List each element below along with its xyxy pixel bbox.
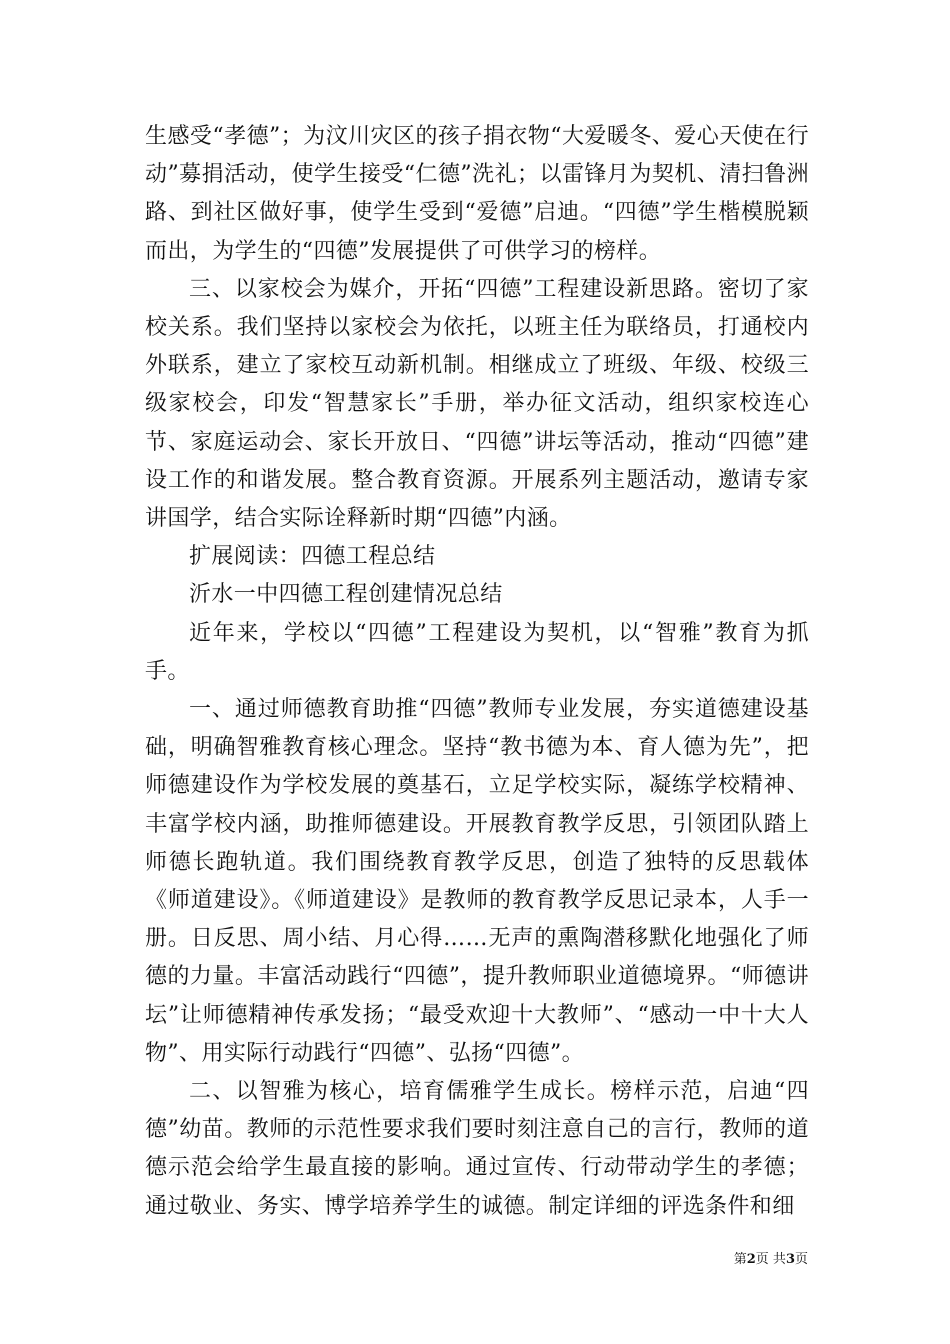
paragraph-6: 一、通过师德教育助推“四德”教师专业发展，夯实道德建设基础，明确智雅教育核心理念。坚持“教书德为本、育人德为先”，把师德建设作为学校发展的奠基石，立足学校实际，凝练学校精神、丰富学校内涵，助推师德建设。开展教育教学反思，引领团队踏上师德长跑轨道。我们围绕教育教学反思，创造了独特的反思载体《师道建设》。《师道建设》是教师的教育教学反思记录本，人手一册。日反思、周小结、月心得……无声的熏陶潜移默化地强化了师德的力量。丰富活动践行“四德”，提升教师职业道德境界。“师德讲坛”让师德精神传承发扬；“最受欢迎十大教师”、“感动一中十大人物”、用实际行动践行“四德”、弘扬“四德”。 <box>145 697 809 1066</box>
footer-current-page: 2 <box>746 1252 756 1267</box>
paragraph-1: 生感受“孝德”；为汶川灾区的孩子捐衣物“大爱暖冬、爱心天使在行动”募捐活动，使学生接受“仁德”洗礼；以雷锋月为契机、清扫鲁洲路、到社区做好事，使学生受到“爱德”启迪。“四德”学生楷模脱颖而出，为学生的“四德”发展提供了可供学习的榜样。 <box>145 124 809 264</box>
paragraph-7: 二、以智雅为核心，培育儒雅学生成长。榜样示范，启迪“四德”幼苗。教师的示范性要求我们要时刻注意自己的言行，教师的道德示范会给学生最直接的影响。通过宣传、行动带动学生的孝德；通过敬业、务实、博学培养学生的诚德。制定详细的评选条件和细 <box>145 1079 809 1219</box>
document-body <box>145 118 809 1226</box>
footer-prefix: 第 <box>733 1252 747 1267</box>
paragraph-5: 近年来，学校以“四德”工程建设为契机，以“智雅”教育为抓手。 <box>145 620 809 684</box>
paragraph-2: 三、以家校会为媒介，开拓“四德”工程建设新思路。密切了家校关系。我们坚持以家校会为依托，以班主任为联络员，打通校内外联系，建立了家校互动新机制。相继成立了班级、年级、校级三级家校会，印发“智慧家长”手册，举办征文活动，组织家校连心节、家庭运动会、家长开放日、“四德”讲坛等活动，推动“四德”建设工作的和谐发展。整合教育资源。开展系列主题活动，邀请专家讲国学，结合实际诠释新时期“四德”内涵。 <box>145 276 809 532</box>
page-number-footer <box>734 1248 808 1267</box>
footer-suffix: 页 <box>794 1252 808 1267</box>
footer-middle: 页 共 <box>755 1252 786 1267</box>
paragraph-3-extended-reading: 扩展阅读：四德工程总结 <box>189 544 436 570</box>
paragraph-4-subtitle: 沂水一中四德工程创建情况总结 <box>189 582 503 608</box>
footer-total-pages: 3 <box>785 1252 795 1267</box>
